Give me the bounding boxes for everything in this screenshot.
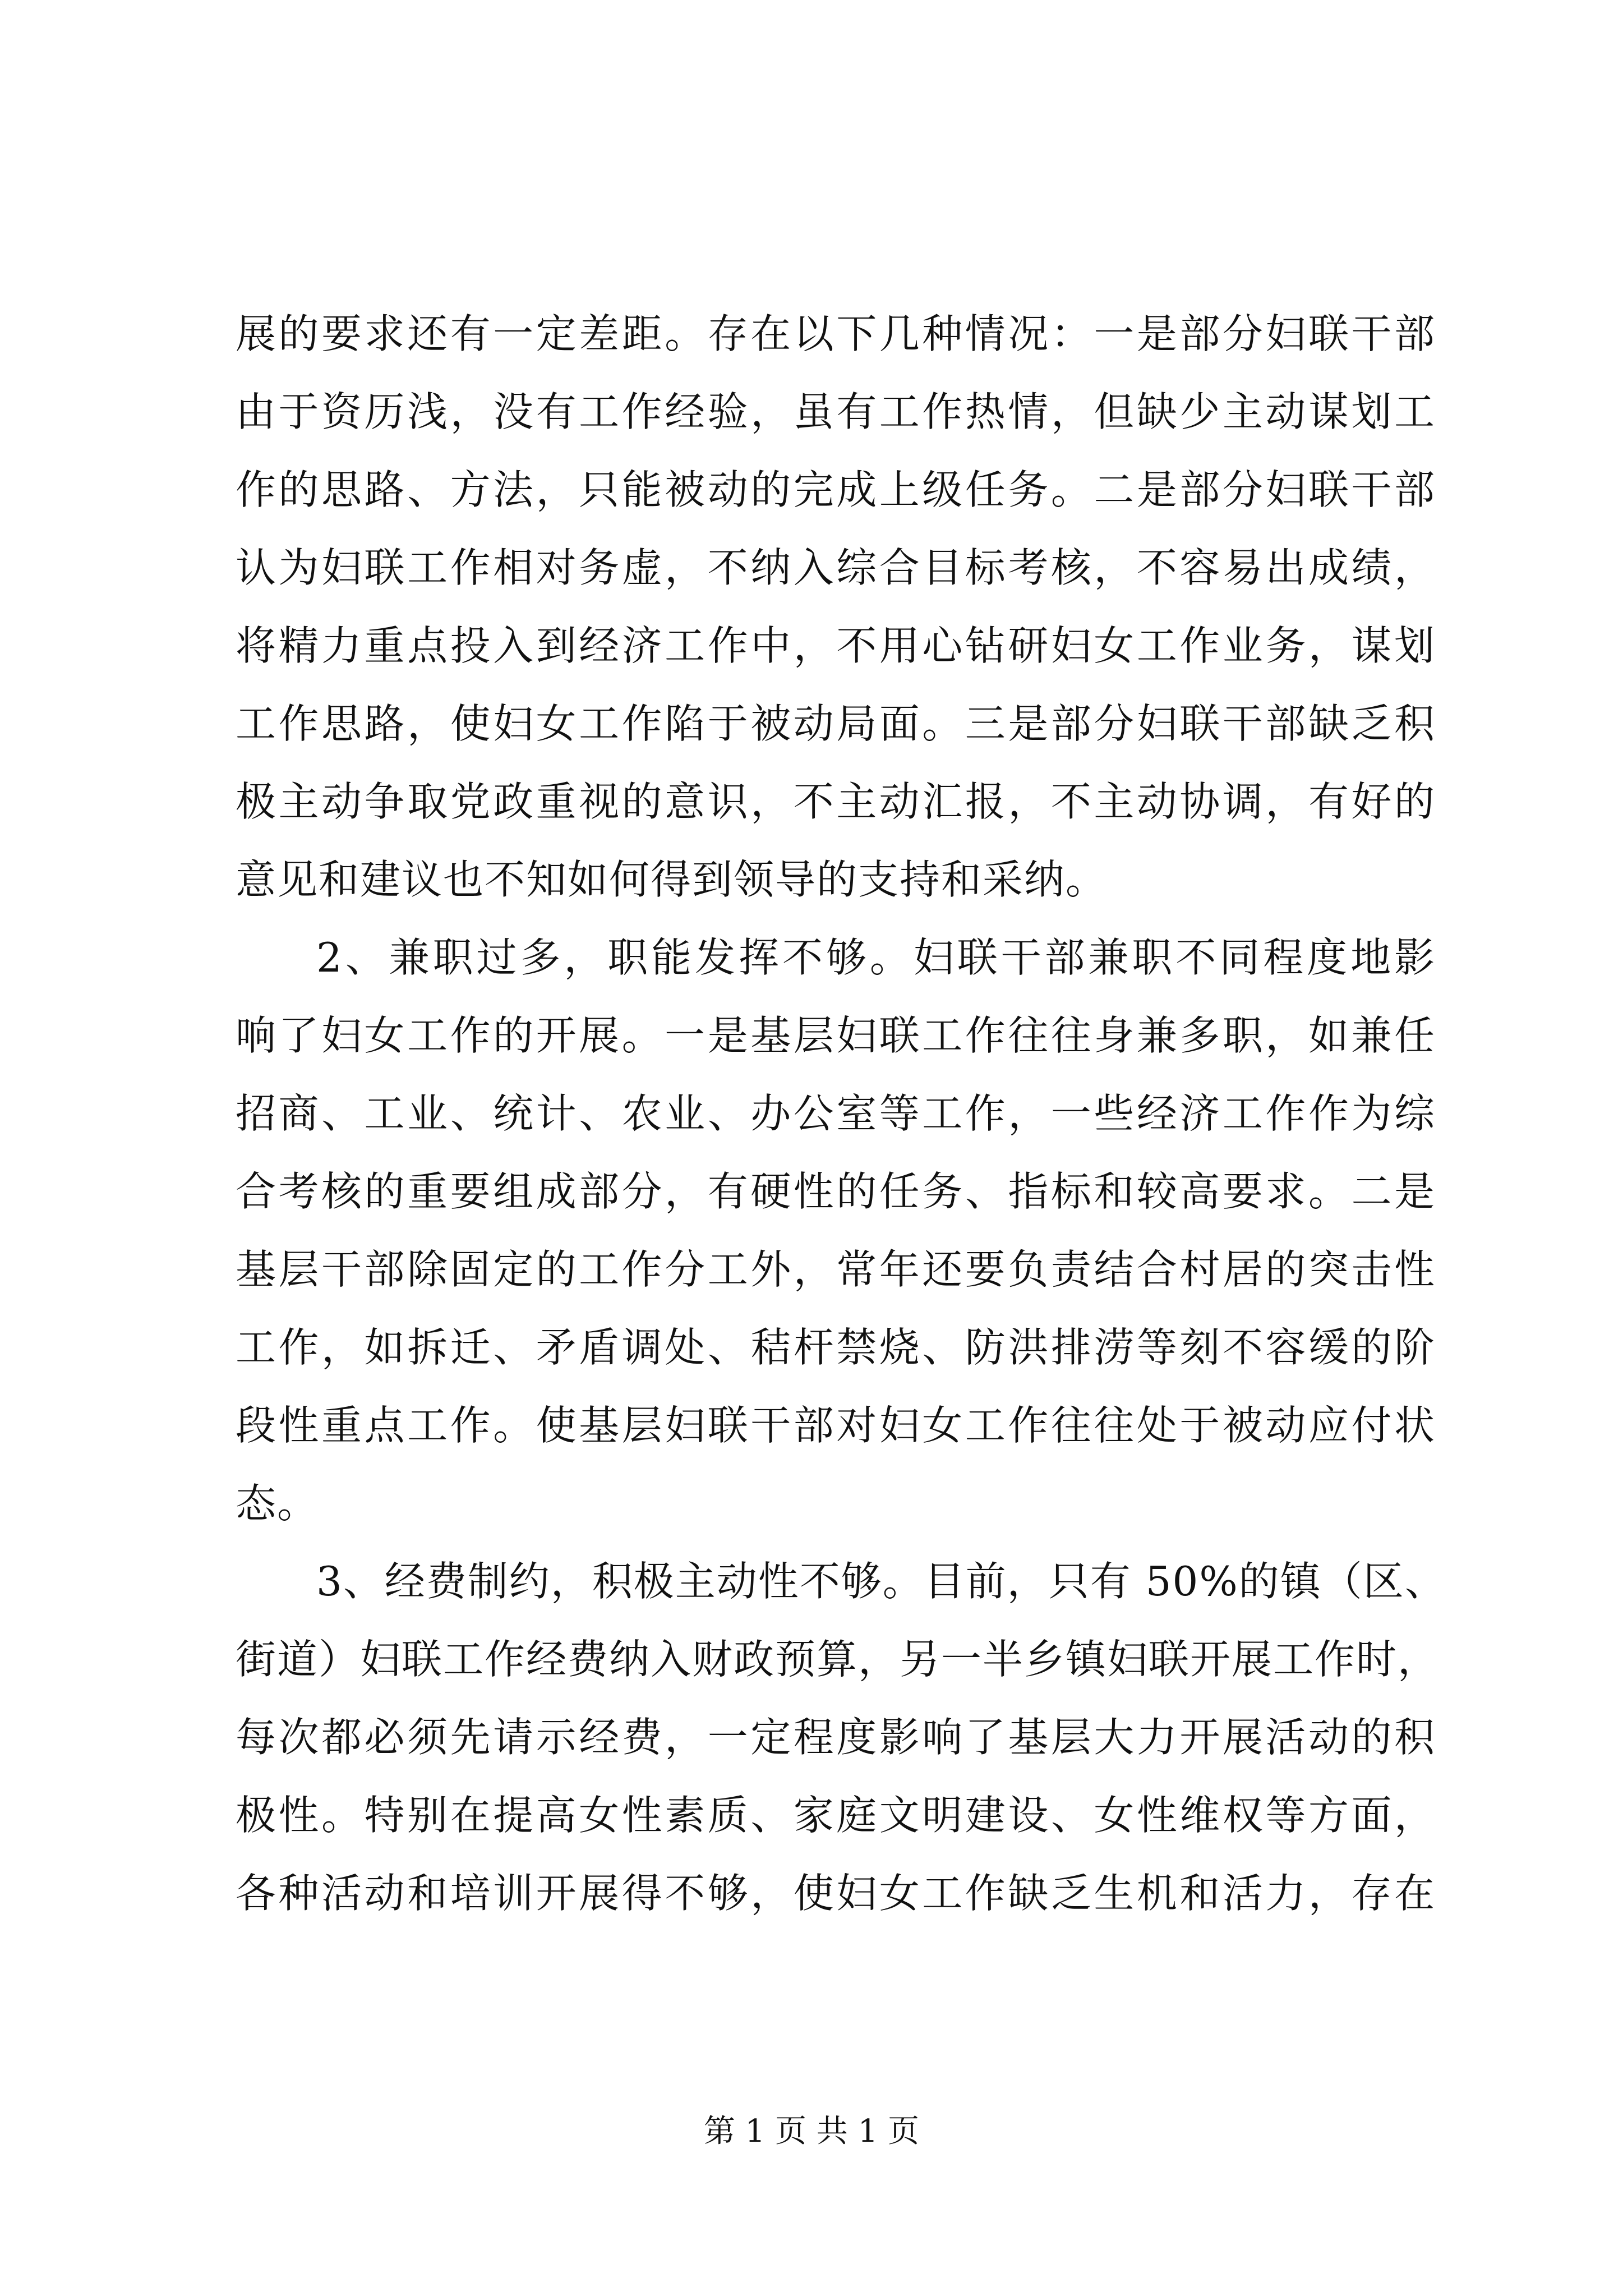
paragraph-line: 将精力重点投入到经济工作中，不用心钻研妇女工作业务，谋划 (236, 622, 1436, 669)
paragraph-line: 招商、工业、统计、农业、办公室等工作，一些经济工作作为综 (236, 1090, 1436, 1137)
paragraph-line: 段性重点工作。使基层妇联干部对妇女工作往往处于被动应付状 (236, 1402, 1436, 1449)
paragraph-line: 认为妇联工作相对务虚，不纳入综合目标考核，不容易出成绩， (236, 544, 1436, 591)
paragraph-line: 工作思路，使妇女工作陷于被动局面。三是部分妇联干部缺乏积 (236, 700, 1436, 747)
paragraph-line: 2、兼职过多，职能发挥不够。妇联干部兼职不同程度地影 (316, 934, 1436, 981)
paragraph-line: 工作，如拆迁、矛盾调处、秸杆禁烧、防洪排涝等刻不容缓的阶 (236, 1324, 1436, 1371)
paragraph-line: 极性。特别在提高女性素质、家庭文明建设、女性维权等方面， (236, 1792, 1436, 1839)
paragraph-line: 意见和建议也不知如何得到领导的支持和采纳。 (236, 856, 1108, 903)
paragraph-line: 态。 (236, 1480, 319, 1527)
paragraph-line: 3、经费制约，积极主动性不够。目前，只有 50%的镇（区、 (316, 1558, 1446, 1605)
paragraph-line: 合考核的重要组成部分，有硬性的任务、指标和较高要求。二是 (236, 1168, 1436, 1215)
page-footer: 第 1 页 共 1 页 (703, 2113, 920, 2150)
paragraph-line: 响了妇女工作的开展。一是基层妇联工作往往身兼多职，如兼任 (236, 1012, 1436, 1059)
paragraph-line: 各种活动和培训开展得不够，使妇女工作缺乏生机和活力，存在 (236, 1870, 1436, 1917)
paragraph-line: 极主动争取党政重视的意识，不主动汇报，不主动协调，有好的 (236, 778, 1436, 825)
paragraph-line: 街道）妇联工作经费纳入财政预算，另一半乡镇妇联开展工作时， (236, 1636, 1440, 1683)
paragraph-line: 作的思路、方法，只能被动的完成上级任务。二是部分妇联干部 (236, 466, 1436, 513)
paragraph-line: 由于资历浅，没有工作经验，虽有工作热情，但缺少主动谋划工 (236, 388, 1436, 435)
paragraph-line: 基层干部除固定的工作分工外，常年还要负责结合村居的突击性 (236, 1246, 1436, 1293)
paragraph-line: 每次都必须先请示经费，一定程度影响了基层大力开展活动的积 (236, 1714, 1436, 1761)
paragraph-line: 展的要求还有一定差距。存在以下几种情况：一是部分妇联干部 (236, 310, 1436, 357)
